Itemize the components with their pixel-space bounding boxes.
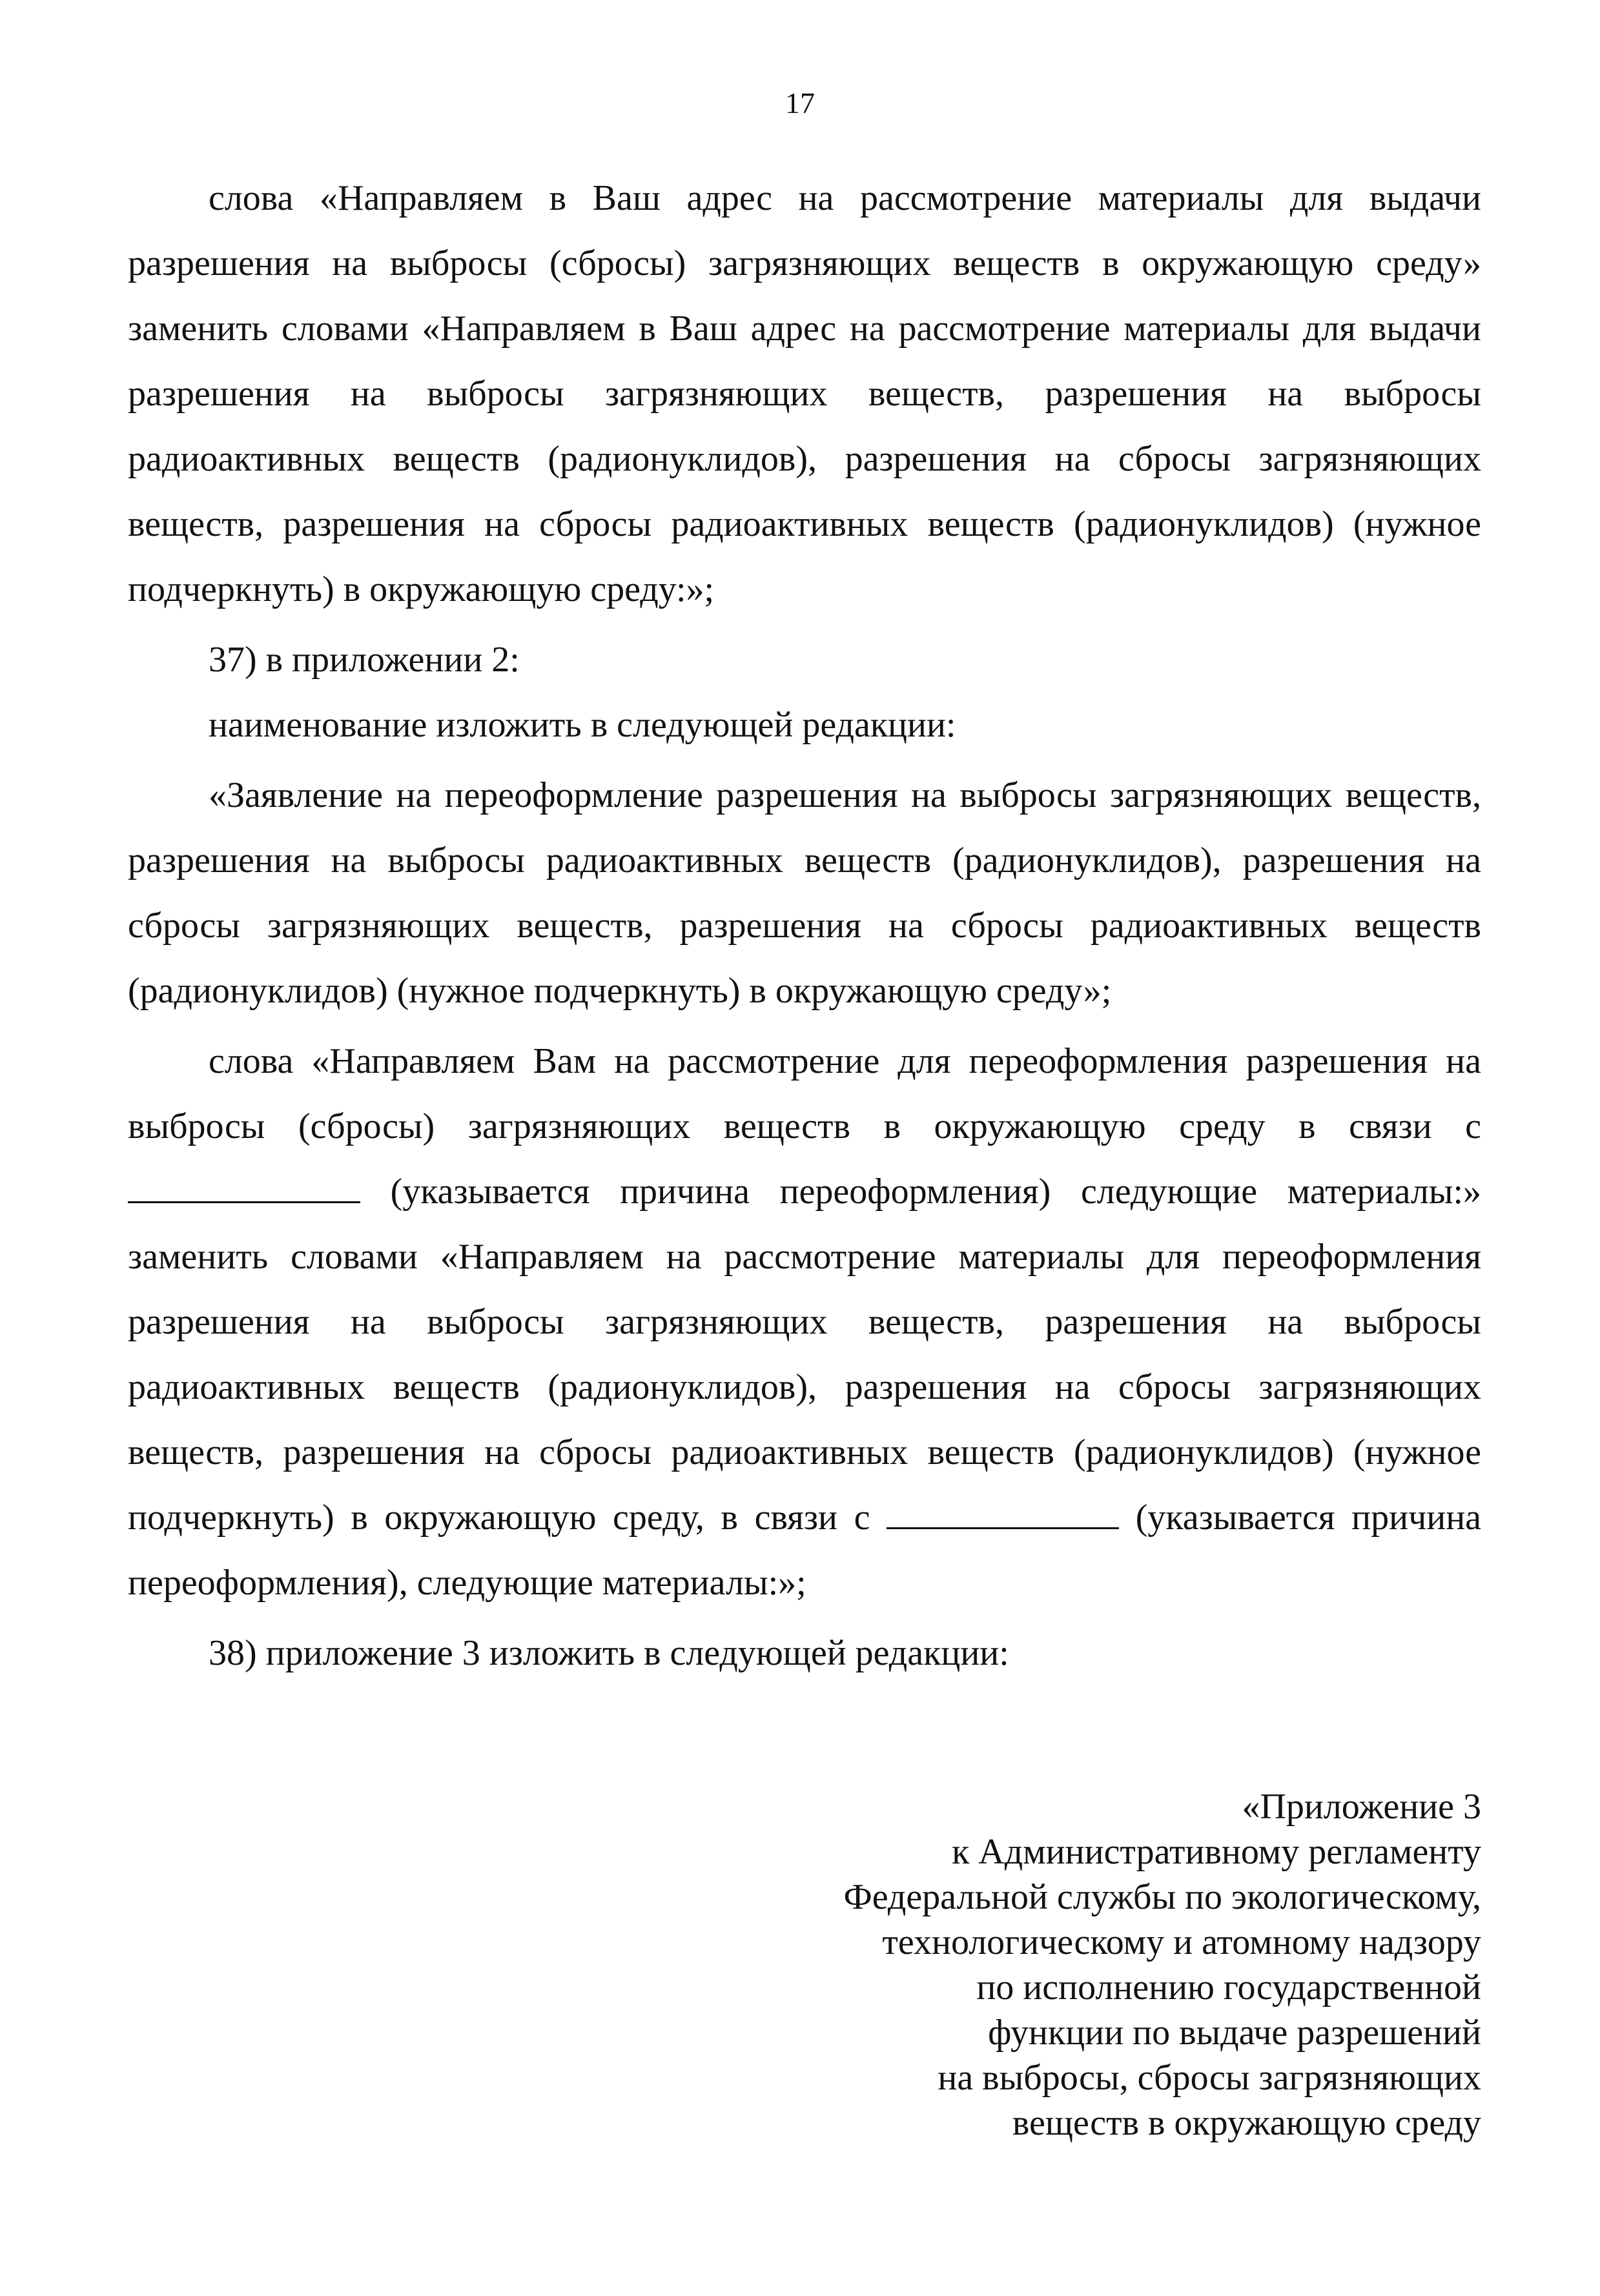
appendix-line: технологическому и атомному надзору bbox=[882, 1922, 1481, 1962]
appendix-line: веществ в окружающую среду bbox=[1012, 2103, 1481, 2143]
page-number: 17 bbox=[785, 86, 815, 119]
paragraph-replace-words-1: слова «Направляем в Ваш адрес на рассмотрение материалы для выдачи разрешения на выбросы (сбросы) загрязняющих веществ в окружающую среду» заменить словами «Направляем в Ваш адрес на рассмотрение материалы для выдачи разрешения на выбросы загрязняющих веществ, разрешения на выбросы радиоактивных веществ (радионуклидов), разрешения на сбросы загрязняющих веществ, разрешения на сбросы радиоактивных веществ (радионуклидов) (нужное подчеркнуть) в окружающую среду:»; bbox=[128, 178, 1481, 609]
appendix-line: функции по выдаче разрешений bbox=[988, 2013, 1481, 2053]
appendix-line: Федеральной службы по экологическому, bbox=[843, 1877, 1481, 1917]
appendix-line: к Административному регламенту bbox=[952, 1832, 1481, 1872]
blank-line bbox=[128, 1201, 360, 1203]
appendix-line: по исполнению государственной bbox=[976, 1967, 1481, 2007]
appendix-line: «Приложение 3 bbox=[1242, 1787, 1481, 1827]
paragraph-replace-words-2-part2: (указывается причина переоформления) следующие материалы:» заменить словами «Направляем на рассмотрение материалы для переоформления разрешения на выбросы загрязняющих веществ, разрешения на выбросы радиоактивных веществ (радионуклидов), разрешения на сбросы загрязняющих веществ, разрешения на сбросы радиоактивных веществ (радионуклидов) (нужное подчеркнуть) в окружающую среду, в связи с bbox=[128, 1172, 1482, 1538]
paragraph-application-title: «Заявление на переоформление разрешения на выбросы загрязняющих веществ, разрешения на выбросы радиоактивных веществ (радионуклидов), разрешения на сбросы загрязняющих веществ, разрешения на сбросы радиоактивных веществ (радионуклидов) (нужное подчеркнуть) в окружающую среду»; bbox=[128, 775, 1481, 1011]
paragraph-item-38: 38) приложение 3 изложить в следующей редакции: bbox=[209, 1633, 1009, 1673]
paragraph-replace-words-2-part3: (указывается причина переоформления), следующие материалы:»; bbox=[128, 1498, 1482, 1603]
paragraph-item-37: 37) в приложении 2: bbox=[209, 640, 520, 680]
appendix-header bbox=[706, 1784, 1481, 2146]
document-body bbox=[128, 166, 1481, 1686]
paragraph-replace-words-2-part1: слова «Направляем Вам на рассмотрение для переоформления разрешения на выбросы (сбросы) загрязняющих веществ в окружающую среду в связи с bbox=[128, 1041, 1481, 1146]
appendix-line: на выбросы, сбросы загрязняющих bbox=[938, 2058, 1481, 2098]
paragraph-replace-words-2 bbox=[128, 1029, 1481, 1616]
paragraph-title-change: наименование изложить в следующей редакции: bbox=[209, 705, 956, 745]
blank-line bbox=[887, 1527, 1119, 1529]
